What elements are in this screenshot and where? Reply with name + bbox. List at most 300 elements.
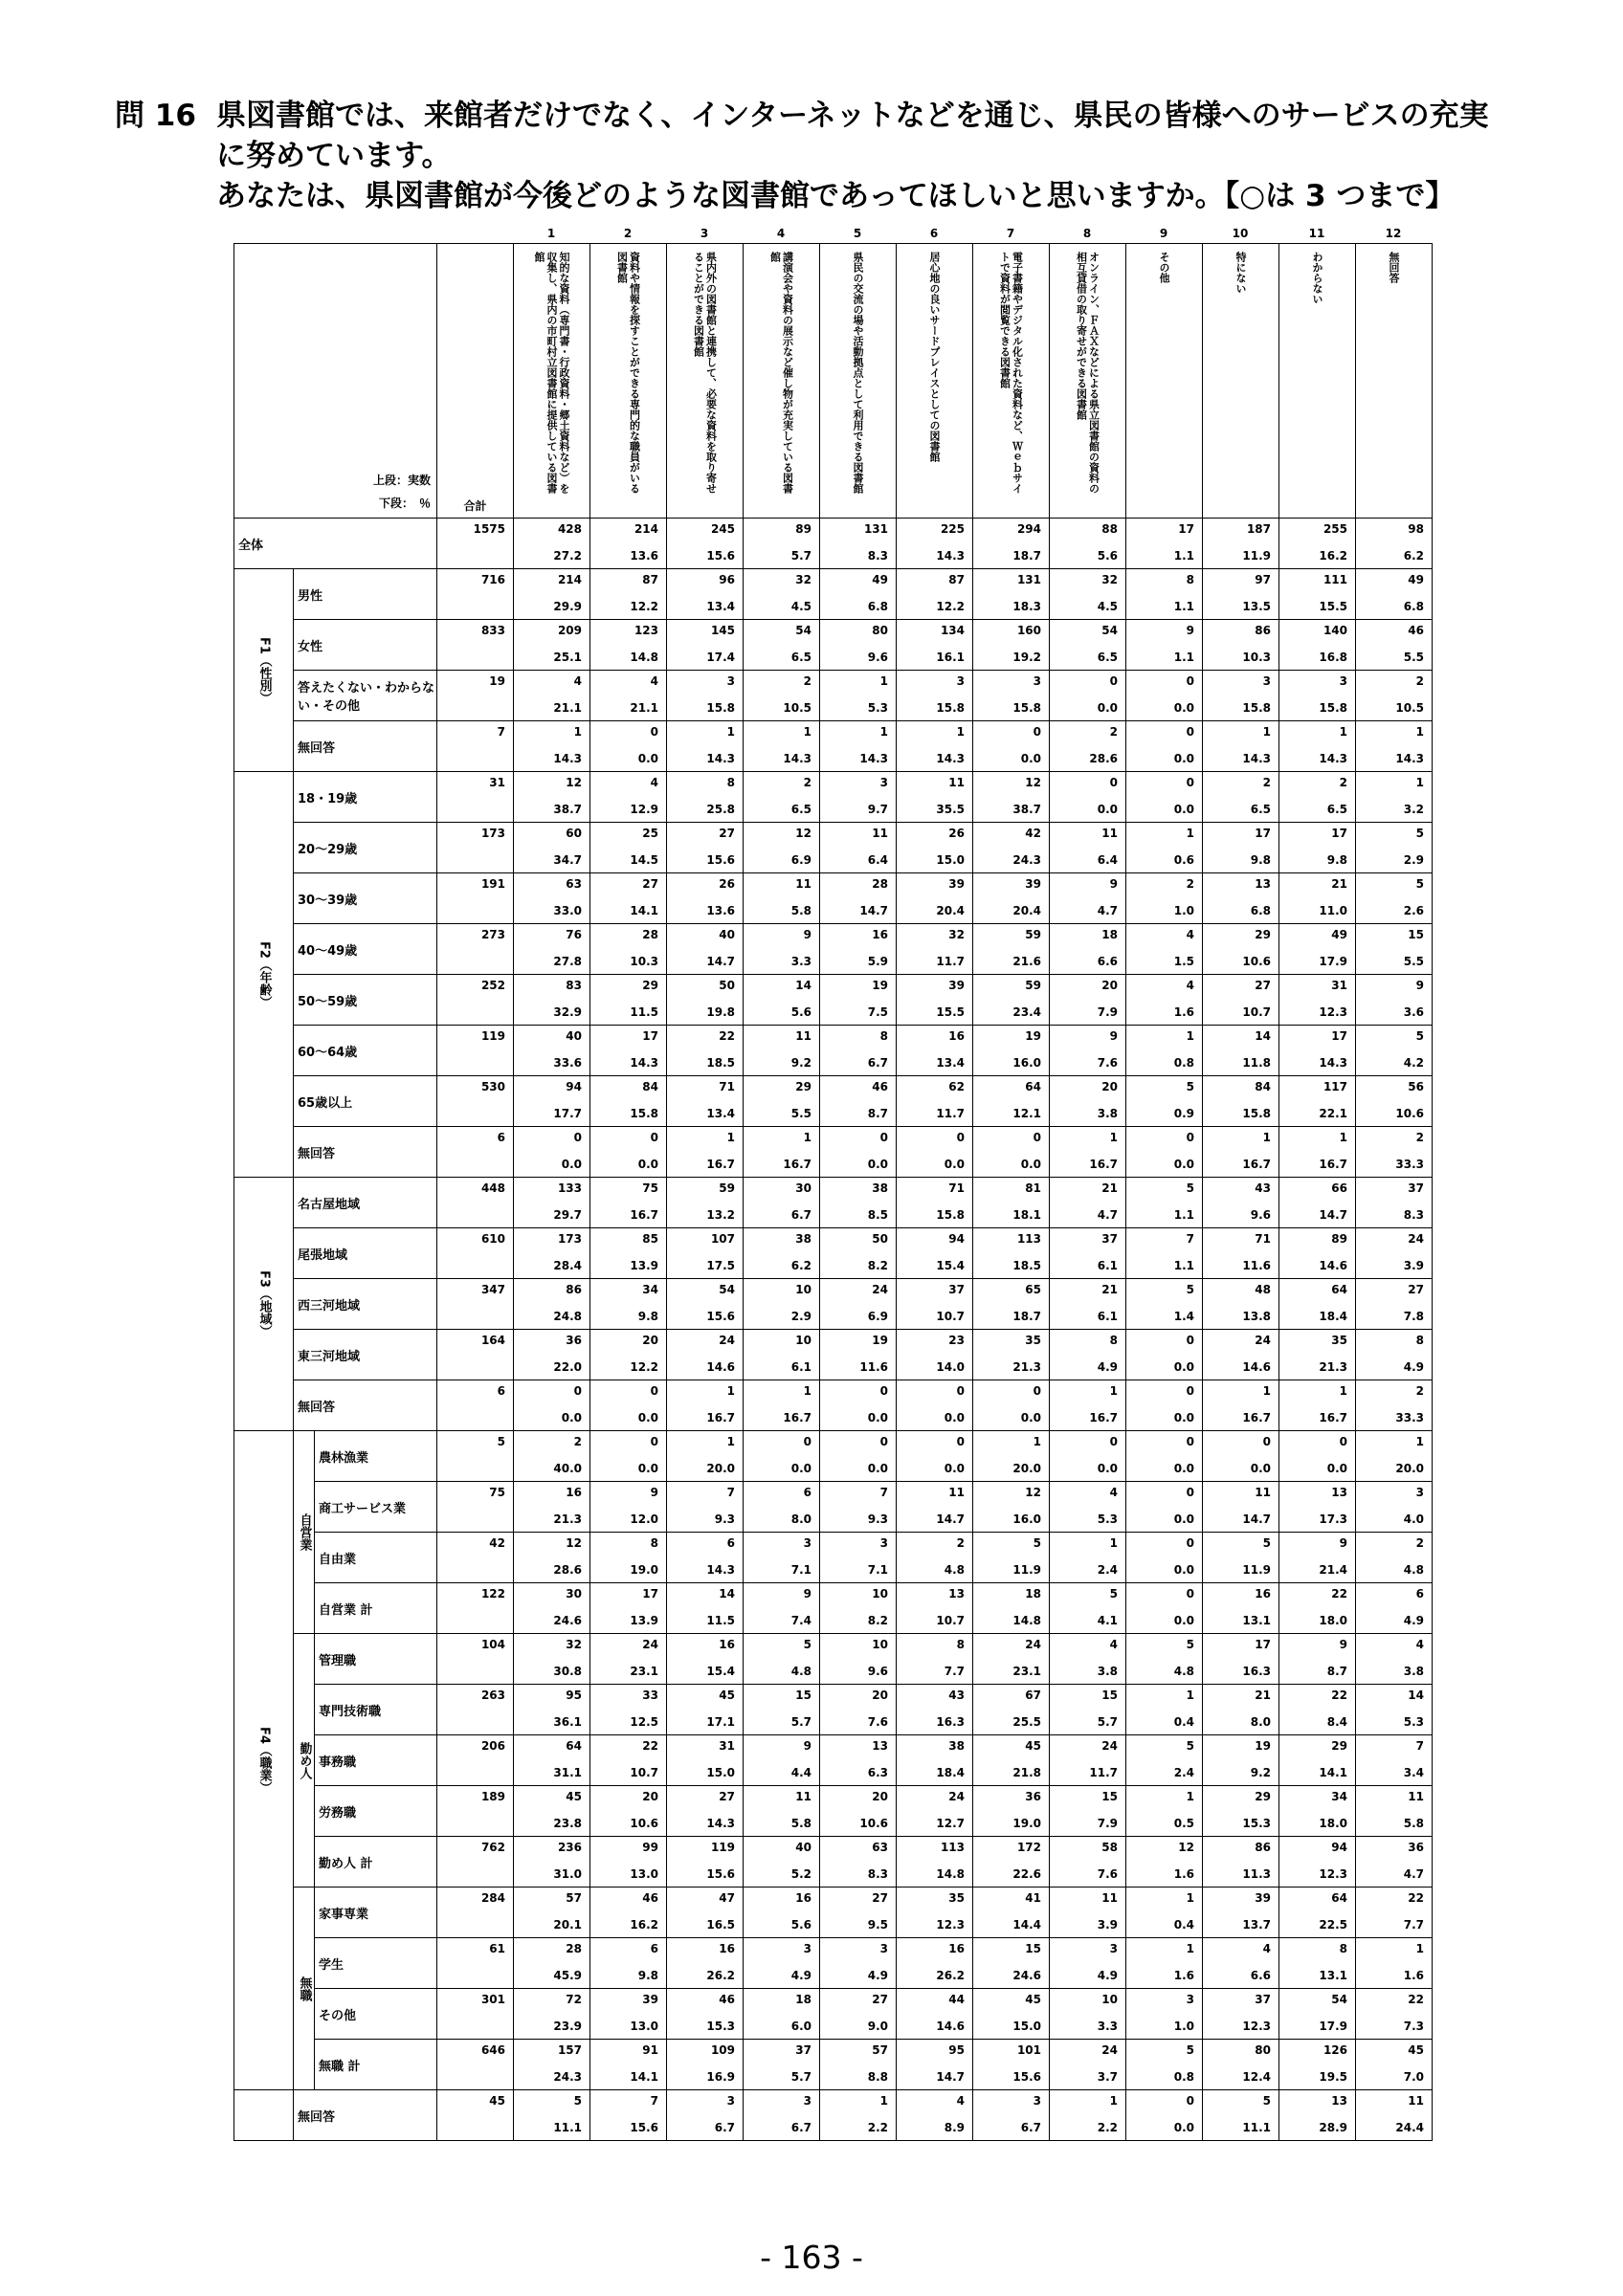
cell-count: 0 (956, 1435, 965, 1448)
cell-percent: 13.5 (1242, 600, 1271, 613)
cell-count: 3 (879, 776, 888, 789)
cell-percent: 13.2 (706, 1208, 735, 1222)
cell-count: 157 (557, 2043, 582, 2057)
row-total: 104 (437, 1634, 514, 1685)
cell-percent: 0.0 (867, 1462, 888, 1475)
cell-count: 0 (1186, 1334, 1194, 1347)
row-total: 164 (437, 1330, 514, 1380)
cell-count: 9 (803, 1739, 812, 1753)
cell-count: 3 (1186, 1993, 1194, 2006)
cell-count: 49 (872, 573, 888, 586)
cell-count: 111 (1323, 573, 1347, 586)
cell-percent: 17.3 (1319, 1512, 1347, 1526)
cell-percent: 1.1 (1173, 1208, 1194, 1222)
cell-percent: 12.3 (1319, 1867, 1347, 1881)
cell-percent: 11.1 (553, 2121, 582, 2134)
cell-percent: 14.3 (1319, 1056, 1347, 1070)
cell-count: 7 (1186, 1232, 1194, 1246)
cell-percent: 6.1 (790, 1360, 812, 1374)
cell-percent: 22.0 (553, 1360, 582, 1374)
cell-count: 14 (1255, 1029, 1271, 1043)
cell-count: 31 (719, 1739, 735, 1753)
cell-percent: 5.7 (790, 1715, 812, 1729)
cell-count: 33 (642, 1689, 658, 1702)
cell-percent: 16.2 (630, 1918, 658, 1932)
cell-percent: 0.0 (1020, 1158, 1041, 1171)
cell-count: 225 (940, 522, 965, 536)
row-label: 商工サービス業 (315, 1482, 437, 1533)
cell-count: 0 (1186, 1486, 1194, 1499)
cell-percent: 18.7 (1012, 1310, 1041, 1323)
cell-percent: 25.1 (553, 651, 582, 664)
cell-percent: 12.5 (630, 1715, 658, 1729)
cell-percent: 5.7 (790, 2070, 812, 2084)
cell-percent: 14.3 (706, 1817, 735, 1830)
cell-count: 0 (650, 725, 658, 739)
cell-count: 214 (557, 573, 582, 586)
column-number: 1 (546, 227, 556, 240)
cell-percent: 10.7 (630, 1766, 658, 1779)
cell-count: 54 (719, 1283, 735, 1296)
cell-count: 23 (948, 1334, 965, 1347)
cell-percent: 0.0 (1173, 803, 1194, 816)
cell-count: 29 (1255, 1790, 1271, 1803)
cell-percent: 5.5 (1403, 651, 1424, 664)
cell-percent: 1.6 (1173, 1867, 1194, 1881)
row-total: 31 (437, 772, 514, 823)
cell-count: 0 (1186, 1587, 1194, 1601)
cell-count: 3 (1262, 674, 1271, 688)
cell-percent: 8.8 (867, 2070, 888, 2084)
cell-count: 1 (803, 1131, 812, 1144)
row-total: 119 (437, 1026, 514, 1076)
cell-percent: 4.9 (1097, 1360, 1118, 1374)
cell-count: 5 (1033, 1536, 1041, 1550)
cell-count: 0 (1339, 1435, 1347, 1448)
cell-count: 75 (642, 1181, 658, 1195)
cell-count: 1 (1186, 827, 1194, 840)
cell-count: 1 (1186, 1029, 1194, 1043)
row-label: 学生 (315, 1938, 437, 1989)
row-total: 284 (437, 1888, 514, 1938)
cell-percent: 15.6 (706, 1867, 735, 1881)
cell-percent: 15.8 (1242, 701, 1271, 715)
cell-percent: 10.7 (1242, 1005, 1271, 1019)
cell-percent: 15.4 (936, 1259, 965, 1272)
cell-percent: 16.9 (706, 2070, 735, 2084)
subgroup-label: 勤め人 (297, 1741, 312, 1779)
column-header: 県内外の図書館と連携して、必要な資料を取り寄せることができる図書館 (692, 252, 718, 494)
cell-percent: 5.6 (790, 1918, 812, 1932)
cell-percent: 15.6 (706, 1310, 735, 1323)
cell-percent: 6.1 (1097, 1259, 1118, 1272)
cell-percent: 2.2 (867, 2121, 888, 2134)
cell-count: 38 (948, 1739, 965, 1753)
cell-percent: 6.1 (1097, 1310, 1118, 1323)
cell-count: 27 (719, 1790, 735, 1803)
column-header: 県民の交流の場や活動拠点として利用できる図書館 (852, 252, 864, 494)
cell-count: 1 (879, 725, 888, 739)
cell-percent: 7.6 (1097, 1056, 1118, 1070)
row-label: 無回答 (294, 1380, 437, 1431)
cell-count: 15 (1408, 928, 1424, 941)
cell-count: 38 (872, 1181, 888, 1195)
cell-percent: 8.7 (867, 1107, 888, 1120)
cell-percent: 14.5 (630, 853, 658, 867)
cell-count: 1 (879, 2094, 888, 2108)
cell-count: 187 (1246, 522, 1271, 536)
cell-percent: 14.3 (1395, 752, 1424, 765)
cell-count: 60 (566, 827, 582, 840)
column-header: 資料や情報を探すことができる専門的な職員がいる図書館 (615, 252, 641, 494)
cell-percent: 10.6 (1242, 955, 1271, 968)
cell-count: 5 (1415, 877, 1424, 891)
cell-count: 2 (1262, 776, 1271, 789)
row-total: 7 (437, 721, 514, 772)
column-header: 居心地の良いサードプレイスとしての図書館 (928, 252, 941, 462)
row-total: 347 (437, 1279, 514, 1330)
cell-percent: 14.1 (630, 904, 658, 917)
cell-count: 14 (1408, 1689, 1424, 1702)
cell-percent: 20.4 (1012, 904, 1041, 917)
cell-count: 81 (1025, 1181, 1041, 1195)
row-label: 農林漁業 (315, 1431, 437, 1482)
cell-percent: 14.0 (936, 1360, 965, 1374)
cell-count: 5 (1109, 1587, 1118, 1601)
table-row (234, 2090, 1433, 2141)
cell-percent: 0.0 (944, 1158, 965, 1171)
cell-count: 1 (1186, 1790, 1194, 1803)
cell-percent: 13.4 (936, 1056, 965, 1070)
table-row (234, 1634, 1433, 1685)
cell-count: 1 (956, 725, 965, 739)
cell-percent: 15.8 (936, 1208, 965, 1222)
cell-percent: 21.3 (1319, 1360, 1347, 1374)
cell-count: 16 (719, 1942, 735, 1955)
cell-count: 21 (1101, 1181, 1118, 1195)
cell-percent: 16.7 (706, 1411, 735, 1424)
cell-count: 5 (1186, 1181, 1194, 1195)
table-row (234, 1076, 1433, 1127)
cell-percent: 7.0 (1403, 2070, 1424, 2084)
cell-percent: 35.5 (936, 803, 965, 816)
cell-count: 24 (1255, 1334, 1271, 1347)
row-label: 50～59歳 (294, 975, 437, 1026)
cell-count: 14 (795, 979, 812, 992)
column-number: 7 (1006, 227, 1015, 240)
column-header: 特にない (1234, 252, 1247, 294)
cell-percent: 10.6 (859, 1817, 888, 1830)
cell-percent: 0.0 (1020, 752, 1041, 765)
row-total: 189 (437, 1786, 514, 1837)
cell-percent: 7.4 (790, 1614, 812, 1627)
cell-percent: 6.6 (1250, 1969, 1271, 1982)
column-number: 4 (776, 227, 786, 240)
cell-percent: 20.4 (936, 904, 965, 917)
cell-count: 22 (642, 1739, 658, 1753)
cell-percent: 4.9 (1403, 1360, 1424, 1374)
cell-count: 1 (879, 674, 888, 688)
table-row (234, 1685, 1433, 1735)
cell-count: 4 (573, 674, 582, 688)
cell-count: 67 (1025, 1689, 1041, 1702)
cell-count: 54 (795, 624, 812, 637)
cell-count: 209 (557, 624, 582, 637)
cell-count: 11 (795, 1790, 812, 1803)
cell-percent: 13.1 (1319, 1969, 1347, 1982)
cell-count: 1 (1109, 1536, 1118, 1550)
cell-percent: 13.9 (630, 1614, 658, 1627)
cell-percent: 45.9 (553, 1969, 582, 1982)
row-total: 6 (437, 1380, 514, 1431)
cell-percent: 10.6 (1395, 1107, 1424, 1120)
cell-count: 21 (1101, 1283, 1118, 1296)
cell-count: 173 (557, 1232, 582, 1246)
table-row (234, 924, 1433, 975)
cell-count: 37 (1408, 1181, 1424, 1195)
row-total: 19 (437, 671, 514, 721)
cell-count: 35 (1025, 1334, 1041, 1347)
cell-count: 9 (1186, 624, 1194, 637)
cell-percent: 6.4 (867, 853, 888, 867)
row-total: 530 (437, 1076, 514, 1127)
row-label: 男性 (294, 569, 437, 620)
cell-count: 40 (719, 928, 735, 941)
cell-count: 3 (1033, 2094, 1041, 2108)
cell-percent: 4.7 (1097, 1208, 1118, 1222)
cell-percent: 6.0 (790, 2020, 812, 2033)
cell-percent: 15.6 (1012, 2070, 1041, 2084)
cell-count: 98 (1408, 522, 1424, 536)
row-total: 301 (437, 1989, 514, 2040)
cell-percent: 18.1 (1012, 1208, 1041, 1222)
cell-percent: 15.5 (936, 1005, 965, 1019)
cell-percent: 3.3 (790, 955, 812, 968)
cell-percent: 0.0 (1173, 2121, 1194, 2134)
cell-count: 5 (1262, 1536, 1271, 1550)
cell-percent: 6.9 (790, 853, 812, 867)
table-row (234, 1380, 1433, 1431)
cell-count: 1 (1262, 1131, 1271, 1144)
cell-count: 58 (1101, 1841, 1118, 1854)
cell-count: 54 (1101, 624, 1118, 637)
cell-count: 40 (795, 1841, 812, 1854)
cell-percent: 21.6 (1012, 955, 1041, 968)
cell-count: 2 (1339, 776, 1347, 789)
cell-percent: 3.9 (1097, 1918, 1118, 1932)
column-number: 12 (1385, 227, 1402, 240)
cell-percent: 17.7 (553, 1107, 582, 1120)
cell-percent: 27.8 (553, 955, 582, 968)
cell-percent: 12.3 (936, 1918, 965, 1932)
cell-count: 95 (948, 2043, 965, 2057)
cell-percent: 0.0 (867, 1411, 888, 1424)
cell-count: 1 (1415, 1435, 1424, 1448)
cell-count: 1 (803, 1384, 812, 1398)
row-total: 45 (437, 2090, 514, 2141)
cell-count: 11 (1101, 1891, 1118, 1905)
table-row (234, 620, 1433, 671)
cell-count: 24 (642, 1638, 658, 1651)
column-header: 知的な資料（専門書・行政資料・郷土資料など）を収集し、県内の市町村立図書館に提供している図書館 (533, 252, 570, 494)
cell-count: 39 (1025, 877, 1041, 891)
cell-percent: 14.4 (1012, 1918, 1041, 1932)
cell-count: 89 (1331, 1232, 1347, 1246)
cell-percent: 5.2 (790, 1867, 812, 1881)
cell-count: 42 (1025, 827, 1041, 840)
cell-count: 10 (872, 1587, 888, 1601)
cell-count: 29 (1255, 928, 1271, 941)
cell-percent: 13.9 (630, 1259, 658, 1272)
cell-count: 5 (1186, 1283, 1194, 1296)
cell-count: 17 (1255, 1638, 1271, 1651)
cell-count: 63 (872, 1841, 888, 1854)
cell-percent: 23.4 (1012, 1005, 1041, 1019)
cell-percent: 16.7 (1319, 1158, 1347, 1171)
cell-percent: 15.6 (630, 2121, 658, 2134)
cell-count: 0 (1109, 776, 1118, 789)
cell-percent: 7.9 (1097, 1005, 1118, 1019)
cell-percent: 12.2 (630, 600, 658, 613)
row-label: その他 (315, 1989, 437, 2040)
cell-count: 20 (1101, 1080, 1118, 1093)
cell-percent: 6.7 (867, 1056, 888, 1070)
cell-percent: 3.2 (1403, 803, 1424, 816)
cell-percent: 21.1 (553, 701, 582, 715)
cell-percent: 8.4 (1326, 1715, 1347, 1729)
cell-count: 29 (1331, 1739, 1347, 1753)
cell-count: 7 (726, 1486, 735, 1499)
cell-percent: 2.9 (790, 1310, 812, 1323)
cell-count: 16 (872, 928, 888, 941)
cell-count: 4 (956, 2094, 965, 2108)
cell-percent: 27.2 (553, 549, 582, 563)
cell-percent: 15.0 (706, 1766, 735, 1779)
cell-count: 4 (1109, 1638, 1118, 1651)
cell-count: 1 (1262, 725, 1271, 739)
cell-count: 37 (948, 1283, 965, 1296)
cell-percent: 4.1 (1097, 1614, 1118, 1627)
cell-count: 20 (642, 1790, 658, 1803)
cell-count: 1 (1339, 1384, 1347, 1398)
row-label: 20～29歳 (294, 823, 437, 873)
question-header (115, 96, 1522, 216)
cell-percent: 1.6 (1173, 1005, 1194, 1019)
cell-percent: 6.5 (1097, 651, 1118, 664)
cell-count: 5 (803, 1638, 812, 1651)
table-row (234, 1735, 1433, 1786)
cell-count: 12 (1178, 1841, 1194, 1854)
cell-percent: 14.7 (1242, 1512, 1271, 1526)
table-row (234, 1330, 1433, 1380)
cell-percent: 6.5 (790, 803, 812, 816)
cell-percent: 2.9 (1403, 853, 1424, 867)
cell-count: 36 (1408, 1841, 1424, 1854)
cell-count: 3 (1339, 674, 1347, 688)
cell-percent: 2.4 (1097, 1563, 1118, 1577)
table-row (234, 1228, 1433, 1279)
cell-count: 29 (642, 979, 658, 992)
row-label: 30～39歳 (294, 873, 437, 924)
table-row (234, 873, 1433, 924)
cell-percent: 3.6 (1403, 1005, 1424, 1019)
cell-count: 5 (1186, 2043, 1194, 2057)
cell-percent: 4.0 (1403, 1512, 1424, 1526)
cell-count: 19 (872, 979, 888, 992)
cell-count: 15 (1025, 1942, 1041, 1955)
cell-count: 71 (719, 1080, 735, 1093)
cell-percent: 9.6 (1250, 1208, 1271, 1222)
cell-count: 134 (940, 624, 965, 637)
cell-count: 59 (719, 1181, 735, 1195)
cell-percent: 3.9 (1403, 1259, 1424, 1272)
cell-percent: 14.3 (1319, 752, 1347, 765)
cell-count: 8 (879, 1029, 888, 1043)
column-number: 8 (1082, 227, 1092, 240)
cell-percent: 9.6 (867, 1665, 888, 1678)
cell-percent: 11.6 (859, 1360, 888, 1374)
cell-count: 24 (1025, 1638, 1041, 1651)
cell-percent: 1.0 (1173, 904, 1194, 917)
cell-percent: 1.5 (1173, 955, 1194, 968)
cell-count: 71 (948, 1181, 965, 1195)
table-row (234, 1482, 1433, 1533)
cell-count: 50 (719, 979, 735, 992)
cell-count: 27 (642, 877, 658, 891)
cell-count: 0 (1033, 725, 1041, 739)
cell-count: 4 (650, 776, 658, 789)
cell-percent: 4.2 (1403, 1056, 1424, 1070)
cell-percent: 9.6 (867, 651, 888, 664)
cell-count: 20 (1101, 979, 1118, 992)
cell-percent: 1.4 (1173, 1310, 1194, 1323)
cell-percent: 9.8 (637, 1969, 658, 1982)
cell-percent: 7.8 (1403, 1310, 1424, 1323)
cell-count: 0 (1186, 1131, 1194, 1144)
cell-count: 34 (642, 1283, 658, 1296)
row-label: 60～64歳 (294, 1026, 437, 1076)
cell-count: 28 (566, 1942, 582, 1955)
cell-percent: 16.7 (630, 1208, 658, 1222)
cell-count: 2 (1415, 1384, 1424, 1398)
cell-percent: 16.5 (706, 1918, 735, 1932)
cell-percent: 0.0 (1097, 1462, 1118, 1475)
cell-count: 65 (1025, 1283, 1041, 1296)
cell-count: 47 (719, 1891, 735, 1905)
row-total: 206 (437, 1735, 514, 1786)
cell-percent: 16.7 (1089, 1411, 1118, 1424)
cell-count: 86 (1255, 624, 1271, 637)
cell-count: 72 (566, 1993, 582, 2006)
cell-count: 0 (573, 1384, 582, 1398)
cell-percent: 16.8 (1319, 651, 1347, 664)
cell-count: 101 (1016, 2043, 1041, 2057)
cell-percent: 28.6 (1089, 752, 1118, 765)
cell-percent: 11.7 (936, 955, 965, 968)
cell-count: 0 (1186, 2094, 1194, 2108)
cell-count: 0 (1033, 1131, 1041, 1144)
cell-percent: 0.0 (1020, 1411, 1041, 1424)
cell-percent: 33.3 (1395, 1411, 1424, 1424)
column-header: 電子書籍やデジタル化された資料など、Ｗｅｂサイトで資料が閲覧できる図書館 (998, 252, 1024, 494)
cell-count: 214 (634, 522, 658, 536)
cell-percent: 9.3 (714, 1512, 735, 1526)
cell-percent: 6.2 (790, 1259, 812, 1272)
cell-percent: 1.6 (1173, 1969, 1194, 1982)
question-number: 問 16 (115, 99, 196, 133)
cell-count: 64 (566, 1739, 582, 1753)
cell-count: 21 (1331, 877, 1347, 891)
